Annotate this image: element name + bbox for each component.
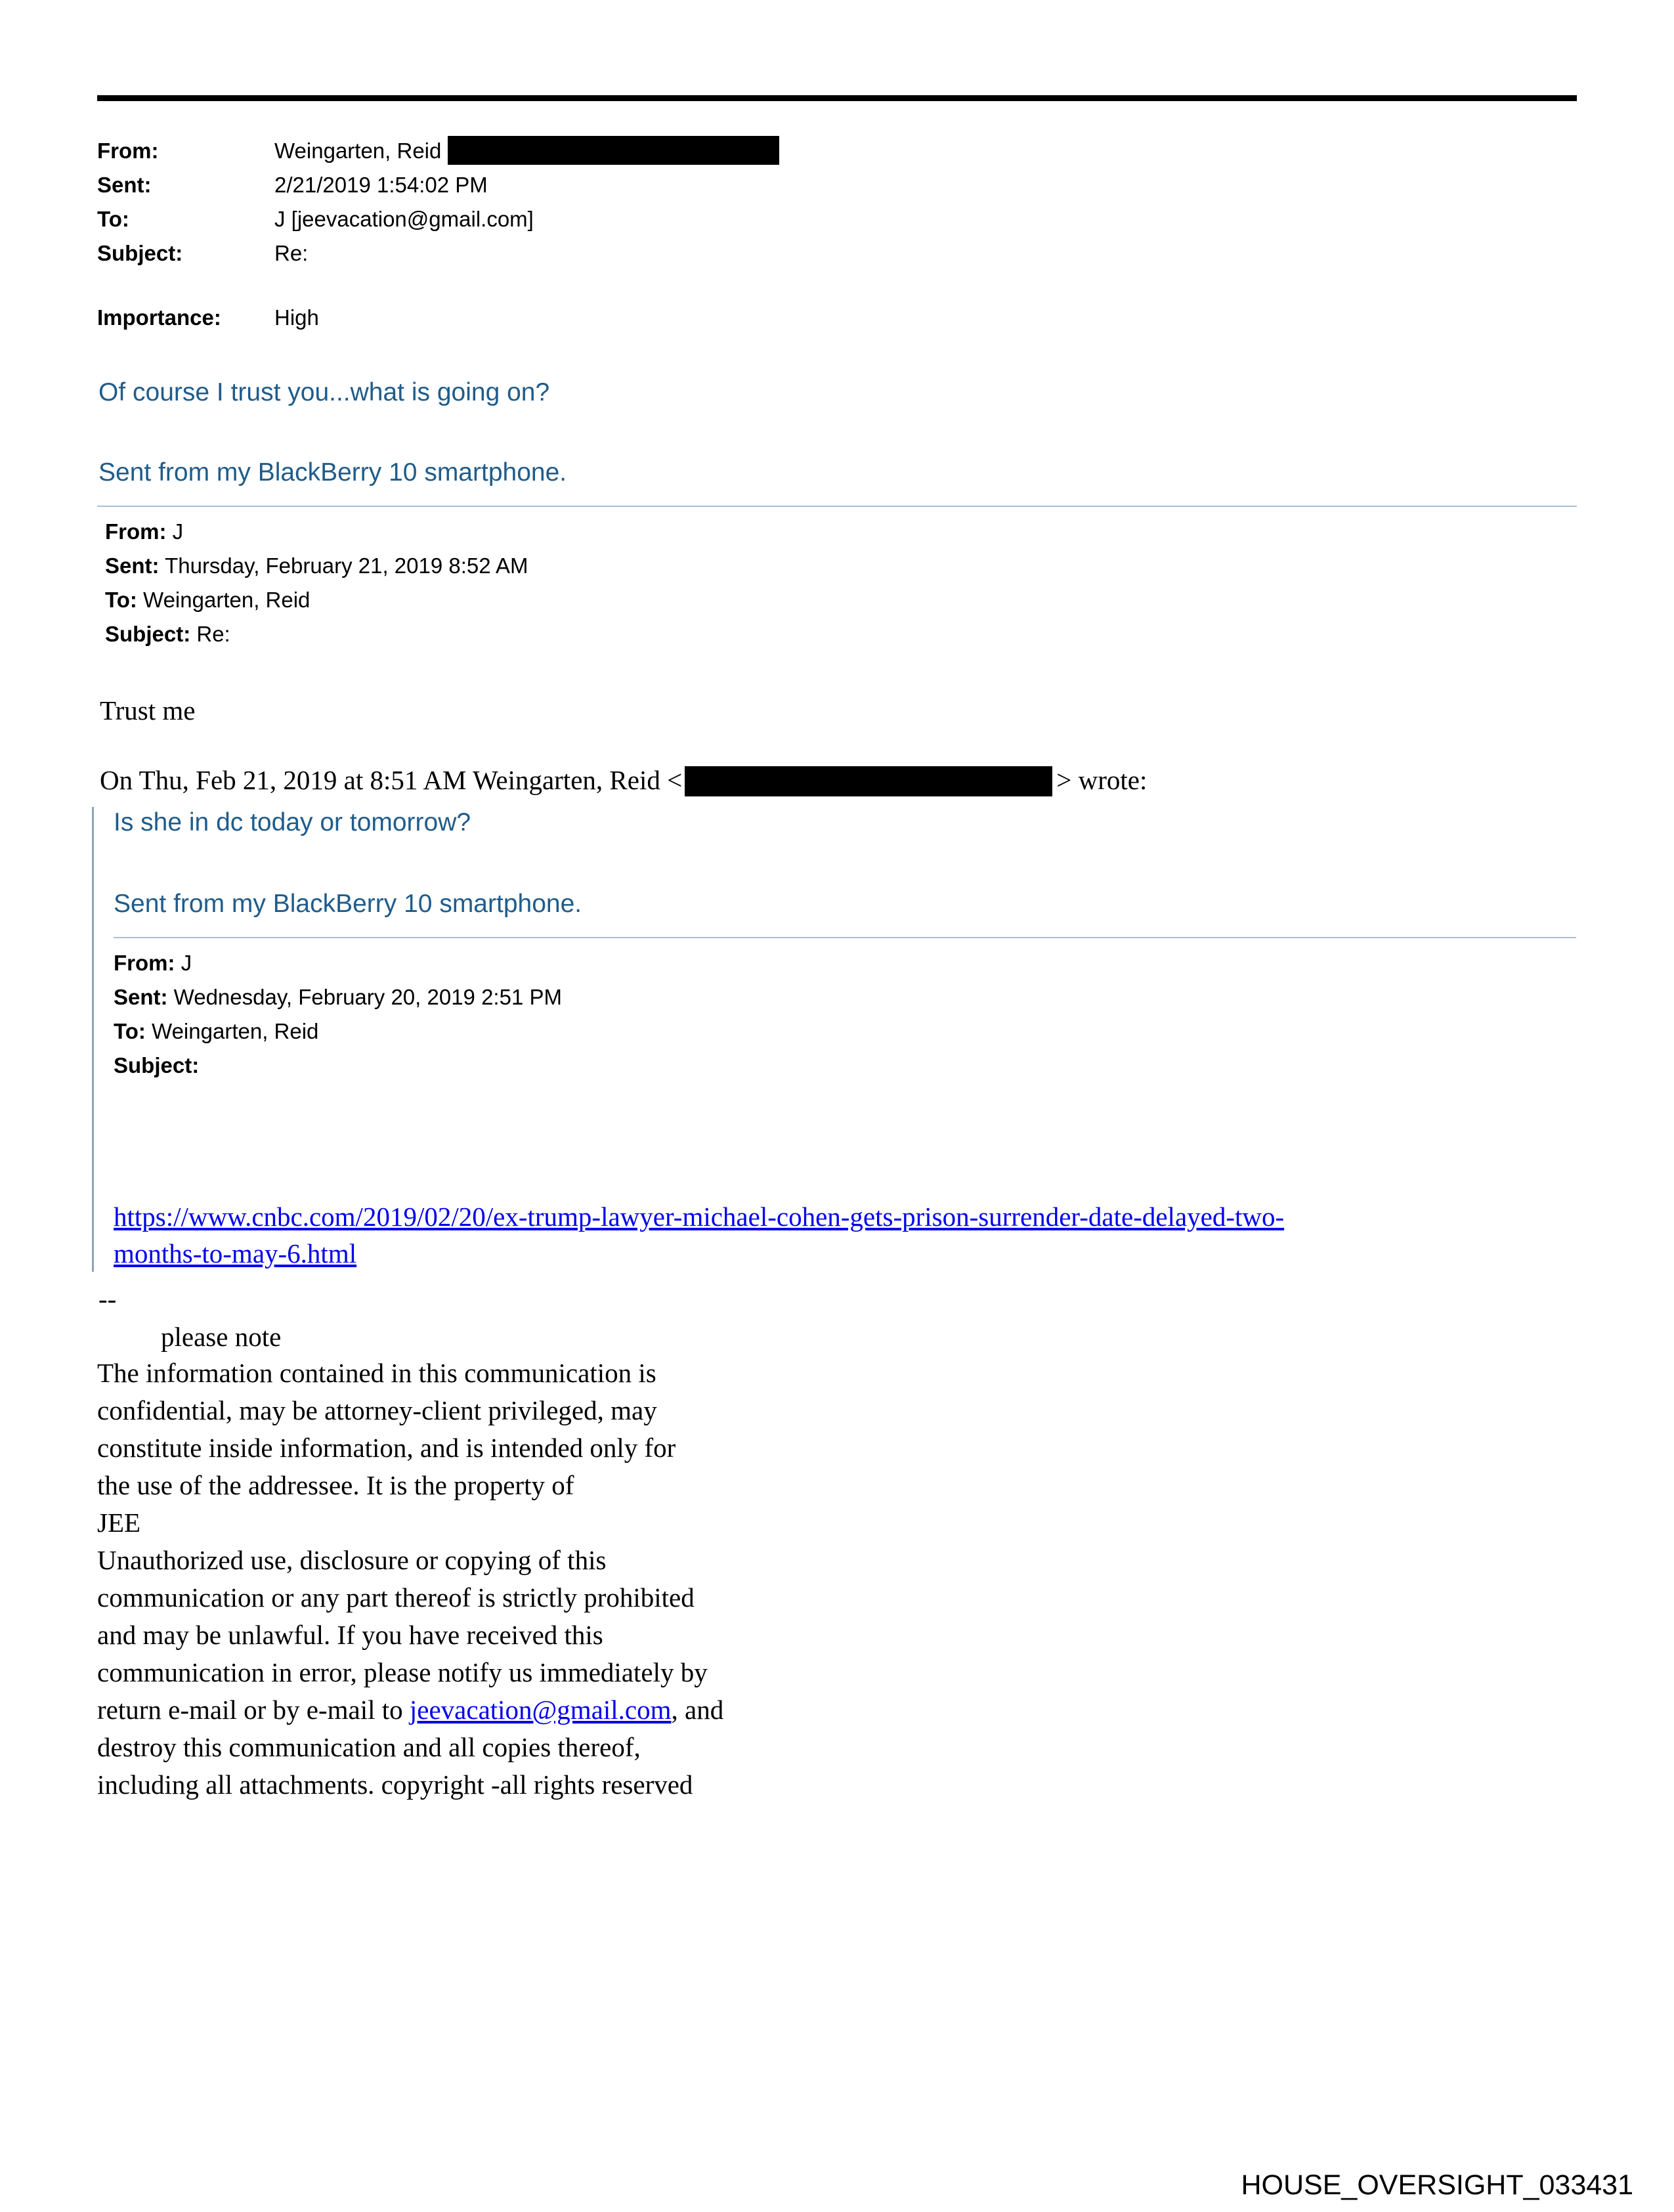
- to-value: J [jeevacation@gmail.com]: [274, 207, 534, 231]
- sent-label: Sent:: [97, 173, 152, 197]
- from-label: From:: [97, 139, 159, 163]
- to-value: Weingarten, Reid: [143, 588, 311, 612]
- disclaimer-line: JEE: [97, 1507, 141, 1538]
- disclaimer-line: destroy this communication and all copies thereof,: [97, 1731, 641, 1762]
- disclaimer-line: the use of the addressee. It is the property of: [97, 1469, 574, 1500]
- header-row-from: [97, 134, 1674, 168]
- redaction-bar: [685, 766, 1052, 796]
- subject-label: Subject:: [114, 1052, 200, 1077]
- quoted-email-header: [105, 515, 1674, 651]
- from-value: J: [172, 519, 184, 544]
- disclaimer-line: communication in error, please notify us immediately by: [97, 1657, 708, 1687]
- disclaimer-line: confidential, may be attorney-client privileged, may: [97, 1395, 657, 1425]
- reply-body-text: Trust me: [100, 695, 196, 726]
- quoted-to-row: [114, 1014, 1578, 1049]
- blackberry-signature: Sent from my BlackBerry 10 smartphone.: [98, 458, 567, 487]
- quote-divider: [114, 937, 1576, 938]
- disclaimer-link-before: return e-mail or by e-mail to: [97, 1694, 410, 1725]
- header-row-subject: [97, 236, 1674, 271]
- disclaimer-line: including all attachments. copyright -all rights reserved: [97, 1769, 693, 1800]
- to-value: Weingarten, Reid: [152, 1018, 319, 1043]
- email-header: [97, 134, 1674, 335]
- from-value: J: [181, 950, 192, 975]
- sent-value: Wednesday, February 20, 2019 2:51 PM: [173, 984, 562, 1009]
- signature-separator: --: [98, 1283, 117, 1314]
- sent-label: Sent:: [105, 553, 160, 578]
- quoted-sent-row: [105, 549, 1674, 583]
- quoted-to-row: [105, 583, 1674, 617]
- link-line-1: https://www.cnbc.com/2019/02/20/ex-trump-lawyer-michael-cohen-gets-prison-surrender-date-delayed-two-: [114, 1201, 1285, 1232]
- to-label: To:: [114, 1018, 146, 1043]
- quote-attribution-line: [100, 764, 1674, 796]
- sent-label: Sent:: [114, 984, 168, 1009]
- disclaimer-link-after: , and: [671, 1694, 724, 1725]
- please-note-line: please note: [161, 1321, 282, 1352]
- bates-number: HOUSE_OVERSIGHT_033431: [1241, 2169, 1633, 2201]
- redaction-bar: [448, 136, 779, 165]
- disclaimer-line-with-link: [97, 1691, 1674, 1729]
- quoted-subject-row: [114, 1049, 1578, 1083]
- disclaimer-line: Unauthorized use, disclosure or copying of this: [97, 1544, 607, 1575]
- disclaimer-line: constitute inside information, and is intended only for: [97, 1432, 676, 1463]
- quoted-from-row: [114, 946, 1578, 980]
- from-label: From:: [105, 519, 167, 544]
- from-value: Weingarten, Reid: [274, 139, 442, 163]
- importance-label: Importance:: [97, 305, 221, 330]
- header-row-sent: [97, 168, 1674, 202]
- header-row-to: [97, 202, 1674, 236]
- email-address-link[interactable]: jeevacation@gmail.com: [409, 1694, 672, 1725]
- disclaimer-line: The information contained in this communication is: [97, 1357, 656, 1388]
- quoted-email-header: [114, 946, 1578, 1083]
- legal-disclaimer: [97, 1355, 1674, 1804]
- subject-label: Subject:: [105, 622, 191, 646]
- quote-divider: [97, 506, 1577, 507]
- quoted-from-row: [105, 515, 1674, 549]
- quoted-subject-row: [105, 617, 1674, 651]
- header-rule: [97, 95, 1577, 101]
- quote-attribution-after: > wrote:: [1056, 765, 1148, 795]
- to-label: To:: [105, 588, 137, 612]
- sent-value: Thursday, February 21, 2019 8:52 AM: [165, 553, 528, 578]
- email-body-text: Of course I trust you...what is going on?: [98, 378, 550, 406]
- article-link: [114, 1198, 1578, 1272]
- subject-value: Re:: [274, 241, 309, 265]
- disclaimer-line: communication or any part thereof is strictly prohibited: [97, 1582, 695, 1613]
- subject-label: Subject:: [97, 241, 183, 265]
- quoted-body-text: Is she in dc today or tomorrow?: [114, 808, 471, 836]
- from-label: From:: [114, 950, 175, 975]
- header-row-importance: [97, 301, 1674, 335]
- cnbc-article-link[interactable]: [114, 1202, 1284, 1269]
- quote-attribution-before: On Thu, Feb 21, 2019 at 8:51 AM Weingarten, Reid <: [100, 765, 683, 795]
- link-line-2: months-to-may-6.html: [114, 1238, 357, 1269]
- blackberry-signature: Sent from my BlackBerry 10 smartphone.: [114, 889, 582, 918]
- to-label: To:: [97, 207, 129, 231]
- disclaimer-line: and may be unlawful. If you have received this: [97, 1619, 603, 1650]
- importance-value: High: [274, 305, 319, 330]
- subject-value: Re:: [196, 622, 230, 646]
- nested-quote-block: [92, 807, 1578, 1272]
- quoted-sent-row: [114, 980, 1578, 1014]
- sent-value: 2/21/2019 1:54:02 PM: [274, 173, 488, 197]
